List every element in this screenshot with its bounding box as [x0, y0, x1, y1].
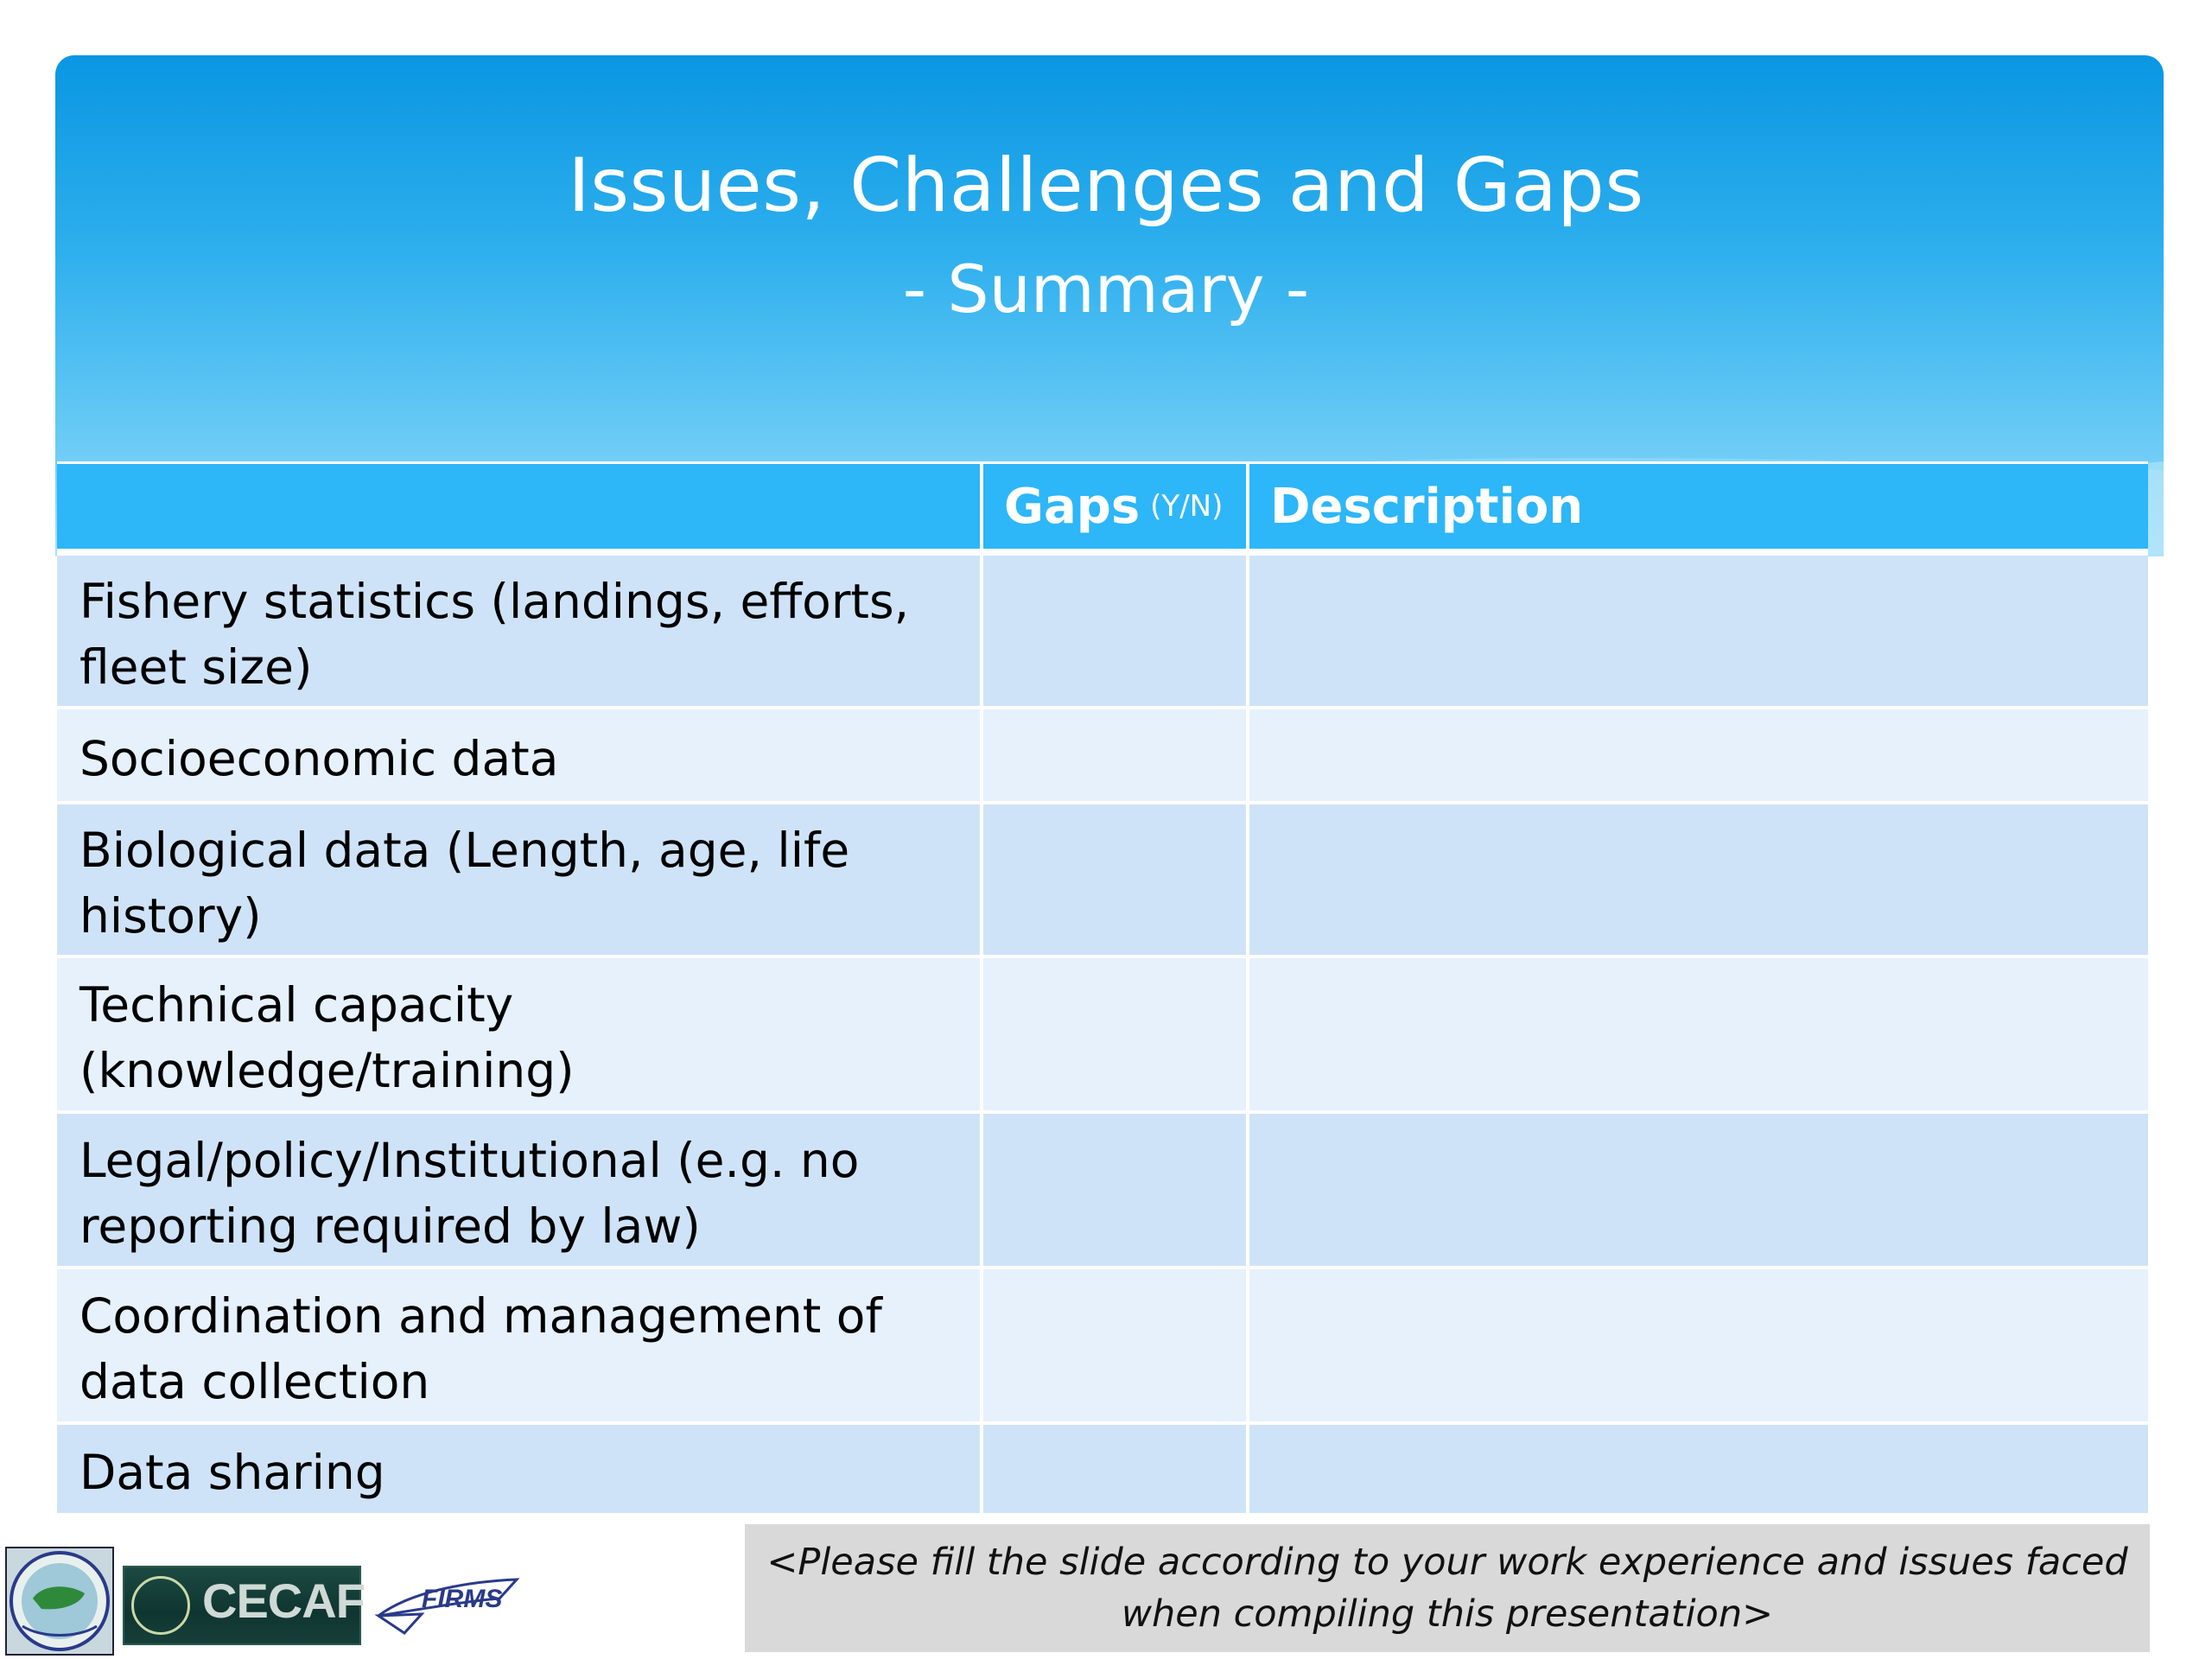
table-row — [57, 955, 2148, 1110]
firms-logo — [370, 1564, 543, 1650]
row-gaps-cell[interactable] — [980, 958, 1246, 1110]
instruction-note: <Please fill the slide according to your work experience and issues faced when compiling this presentation> — [745, 1524, 2150, 1652]
header-gaps-yn: (Y/N) — [1150, 489, 1224, 524]
slide-subtitle: - Summary - — [902, 251, 1310, 327]
lcwc-logo — [5, 1547, 114, 1656]
row-topic: Coordination and management of data collection — [57, 1269, 980, 1421]
table-header-row — [57, 461, 2148, 552]
row-description-cell[interactable] — [1246, 958, 2148, 1110]
cecaf-logo-text: CECAF — [202, 1573, 365, 1628]
row-topic: Fishery statistics (landings, efforts, fleet size) — [57, 556, 980, 706]
row-topic: Biological data (Length, age, life history) — [57, 804, 980, 955]
row-gaps-cell[interactable] — [980, 1269, 1246, 1421]
row-topic: Socioeconomic data — [57, 709, 980, 801]
lcwc-emblem-icon — [7, 1548, 112, 1654]
gaps-table — [57, 461, 2148, 1513]
fao-emblem-icon — [131, 1576, 190, 1635]
row-gaps-cell[interactable] — [980, 556, 1246, 706]
header-topic — [57, 464, 980, 549]
header-gaps-label: Gaps — [1004, 478, 1141, 535]
table-row — [57, 1266, 2148, 1421]
table-row — [57, 1421, 2148, 1513]
row-description-cell[interactable] — [1246, 804, 2148, 955]
row-description-cell[interactable] — [1246, 1114, 2148, 1266]
row-description-cell[interactable] — [1246, 1269, 2148, 1421]
cecaf-logo — [123, 1566, 365, 1645]
table-row — [57, 552, 2148, 706]
row-topic: Technical capacity (knowledge/training) — [57, 958, 980, 1110]
firms-logo-text: FIRMS — [422, 1585, 503, 1613]
table-row — [57, 706, 2148, 801]
row-gaps-cell[interactable] — [980, 709, 1246, 801]
header-description: Description — [1246, 464, 2148, 549]
row-description-cell[interactable] — [1246, 1425, 2148, 1513]
row-gaps-cell[interactable] — [980, 1114, 1246, 1266]
header-gaps — [980, 464, 1246, 549]
row-description-cell[interactable] — [1246, 709, 2148, 801]
row-gaps-cell[interactable] — [980, 1425, 1246, 1513]
slide-title: Issues, Challenges and Gaps — [568, 143, 1644, 229]
table-row — [57, 1110, 2148, 1266]
row-description-cell[interactable] — [1246, 556, 2148, 706]
row-topic: Data sharing — [57, 1425, 980, 1513]
row-gaps-cell[interactable] — [980, 804, 1246, 955]
table-row — [57, 801, 2148, 955]
row-topic: Legal/policy/Institutional (e.g. no reporting required by law) — [57, 1114, 980, 1266]
